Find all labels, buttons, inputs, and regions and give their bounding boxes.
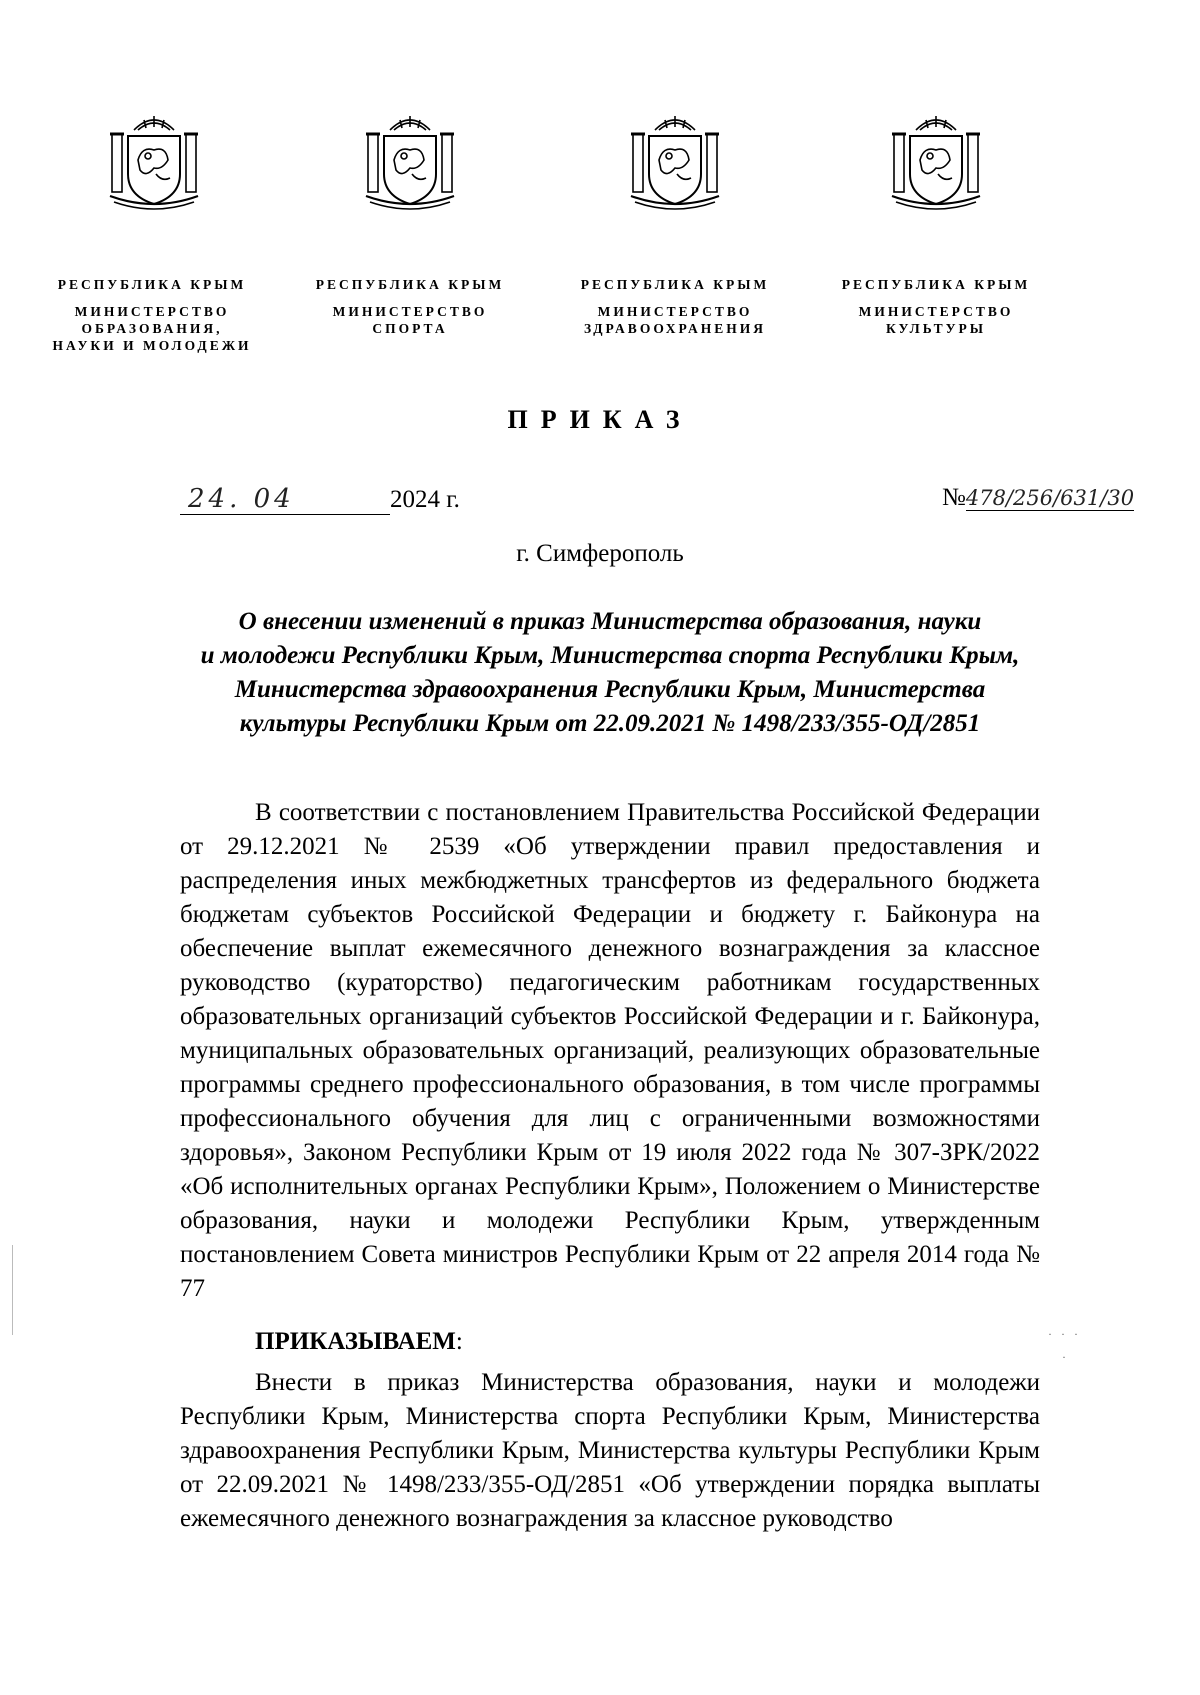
preamble-paragraph: В соответствии с постановлением Правительства Российской Федерации от 29.12.2021 № 2539 «Об утверждении правил предоставления и распределения иных межбюджетных трансфертов из федерального бюджета бюджетам субъектов Российской Федерации и бюджету г. Байконура на обеспечение выплат ежемесячного денежного вознаграждения за классное руководство (кураторство) педагогическим работникам государственных образовательных организаций субъектов Российской Федерации и г. Байконура, муниципальных образовательных организаций, реализующих образовательные программы среднего профессионального образования, в том числе программы профессионального обучения для лиц с ограниченными возможностями здоровья», Законом Республики Крым от 19 июля 2022 года № 307-ЗРК/2022 «Об исполнительных органах Республики Крым», Положением о Министерстве образования, науки и молодежи Республики Крым, утвержденным постановлением Совета министров Республики Крым от 22 апреля 2014 года № 77 xyxy=(180,799,1040,1302)
heading-line: О внесении изменений в приказ Министерства образования, науки xyxy=(238,608,982,635)
republic-label: РЕСПУБЛИКА КРЫМ xyxy=(57,277,247,292)
scan-artifact: · xyxy=(1062,1350,1066,1364)
republic-label: РЕСПУБЛИКА КРЫМ xyxy=(841,277,1031,292)
coat-of-arms-icon-graphic xyxy=(104,108,204,218)
ministry-name-line: МИНИСТЕРСТВО xyxy=(74,304,230,319)
ministry-name-line: КУЛЬТУРЫ xyxy=(885,321,987,336)
ministry-name-line: МИНИСТЕРСТВО xyxy=(858,304,1014,319)
document-date xyxy=(180,484,460,515)
ministry-header-health xyxy=(560,276,790,337)
handwritten-date: 24. 04 xyxy=(180,484,390,515)
ministry-name-line: МИНИСТЕРСТВО xyxy=(332,304,488,319)
order-colon: : xyxy=(455,1328,463,1355)
city-label: г. Симферополь xyxy=(516,540,684,567)
heading-line: культуры Республики Крым от 22.09.2021 № 1498/233/355-ОД/2851 xyxy=(239,710,981,737)
ministry-name-line: НАУКИ И МОЛОДЕЖИ xyxy=(52,338,252,353)
coat-of-arms-icon xyxy=(104,108,204,218)
heading-line: и молодежи Республики Крым, Министерства спорта Республики Крым, xyxy=(200,642,1020,669)
heading-line: Министерства здравоохранения Республики Крым, Министерства xyxy=(234,676,986,703)
coat-of-arms-icon xyxy=(886,108,986,218)
ministry-header-sport xyxy=(295,276,525,337)
coat-of-arms-icon xyxy=(360,108,460,218)
order-directive xyxy=(255,1328,463,1356)
document-title: ПРИКАЗ xyxy=(507,405,693,434)
scan-margin-artifact xyxy=(12,1245,13,1335)
coat-of-arms-icon-graphic xyxy=(360,108,460,218)
ministry-header-education xyxy=(37,276,267,354)
ministry-header-culture xyxy=(821,276,1051,337)
document-number xyxy=(942,484,1134,512)
coat-of-arms-icon xyxy=(625,108,725,218)
ministry-name-line: МИНИСТЕРСТВО xyxy=(597,304,753,319)
order-body-paragraph: Внести в приказ Министерства образования, науки и молодежи Республики Крым, Министерства спорта Республики Крым, Министерства здравоохранения Республики Крым, Министерства культуры Республики Крым от 22.09.2021 № 1498/233/355-ОД/2851 «Об утверждении порядка выплаты ежемесячного денежного вознаграждения за классное руководство xyxy=(180,1369,1040,1532)
handwritten-number: 478/256/631/30 xyxy=(965,486,1135,510)
date-year: 2024 г. xyxy=(390,486,460,513)
coat-of-arms-icon-graphic xyxy=(886,108,986,218)
republic-label: РЕСПУБЛИКА КРЫМ xyxy=(315,277,505,292)
coat-of-arms-icon-graphic xyxy=(625,108,725,218)
ministry-name-line: ОБРАЗОВАНИЯ, xyxy=(81,321,223,336)
order-subject-heading xyxy=(180,605,1040,741)
order-word: ПРИКАЗЫВАЕМ xyxy=(255,1328,456,1355)
ministry-name-line: СПОРТА xyxy=(372,321,448,336)
republic-label: РЕСПУБЛИКА КРЫМ xyxy=(580,277,770,292)
number-prefix: № xyxy=(942,484,966,511)
ministry-name-line: ЗДРАВООХРАНЕНИЯ xyxy=(583,321,767,336)
scan-artifact: · · · xyxy=(1048,1327,1081,1341)
